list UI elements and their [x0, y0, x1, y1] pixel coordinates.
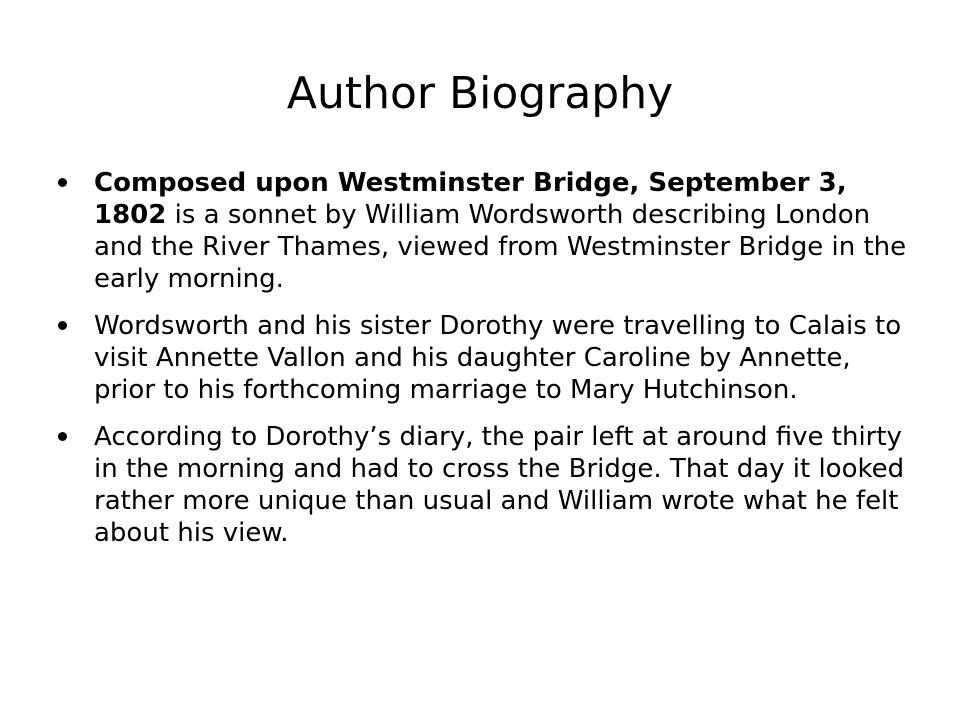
bullet-dot-icon [58, 178, 67, 187]
bullet-text: Wordsworth and his sister Dorothy were travelling to Calais to visit Annette Vallon and his daughter Caroline by Annette, prior to his forthcoming marriage to Mary Hutchinson. [94, 311, 902, 405]
bullet-item [58, 310, 918, 406]
bullet-item [58, 421, 918, 549]
bullet-dot-icon [58, 321, 67, 330]
poem-title-text: Composed upon Westminster Bridge, September 3, 1802 [94, 168, 847, 230]
bullet-item [58, 167, 918, 295]
bullet-text: is a sonnet by William Wordsworth describing London and the River Thames, viewed from Westminster Bridge in the early morning. [94, 200, 907, 294]
slide-title: Author Biography [286, 68, 674, 119]
bullet-text: According to Dorothy’s diary, the pair left at around five thirty in the morning and had to cross the Bridge. That day it looked rather more unique than usual and William wrote what he felt about his view. [94, 422, 905, 548]
bullet-dot-icon [58, 432, 67, 441]
bullet-list [58, 167, 918, 564]
